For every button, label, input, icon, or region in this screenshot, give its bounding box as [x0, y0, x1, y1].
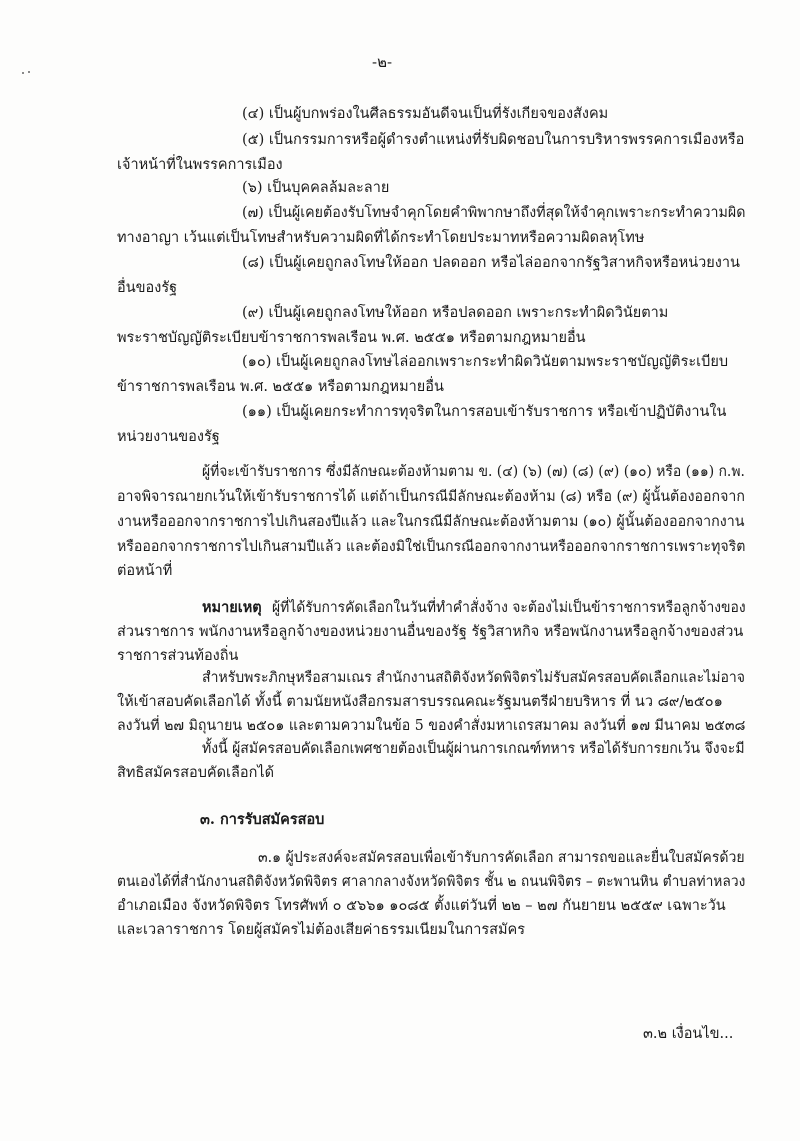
qualification-line: หน่วยงานของรัฐ: [117, 429, 220, 445]
note-line: ราชการส่วนท้องถิ่น: [117, 648, 239, 664]
scan-mark: [22, 72, 24, 74]
note-line: ผู้ที่ได้รับการคัดเลือกในวันที่ทำคำสั่งจ้าง จะต้องไม่เป็นข้าราชการหรือลูกจ้างของ: [272, 600, 746, 616]
monks-line: สำหรับพระภิกษุหรือสามเณร สำนักงานสถิติจังหวัดพิจิตรไม่รับสมัครสอบคัดเลือกและไม่อาจ: [202, 670, 746, 686]
page-number: -๒-: [372, 53, 393, 71]
section-line: ๓.๑ ผู้ประสงค์จะสมัครสอบเพื่อเข้ารับการคัดเลือก สามารถขอและยื่นใบสมัครด้วย: [258, 850, 745, 866]
qualification-line: อื่นของรัฐ: [117, 280, 178, 296]
qualification-line: ข้าราชการพลเรือน พ.ศ. ๒๕๕๑ หรือตามกฎหมายอื่น: [117, 379, 444, 395]
military-line: สิทธิสมัครสอบคัดเลือกได้: [117, 765, 275, 781]
section-line: และเวลาราชการ โดยผู้สมัครไม่ต้องเสียค่าธรรมเนียมในการสมัคร: [117, 922, 526, 938]
qualification-line: พระราชบัญญัติระเบียบข้าราชการพลเรือน พ.ศ. ๒๕๕๑ หรือตามกฎหมายอื่น: [117, 330, 586, 346]
qualification-line: (๑๐) เป็นผู้เคยถูกลงโทษไล่ออกเพราะกระทำผิดวินัยตามพระราชบัญญัติระเบียบ: [242, 354, 729, 370]
qualification-line: (๖) เป็นบุคคลล้มละลาย: [242, 180, 390, 196]
military-line: ทั้งนี้ ผู้สมัครสอบคัดเลือกเพศชายต้องเป็นผู้ผ่านการเกณฑ์ทหาร หรือได้รับการยกเว้น จึงจะมี: [202, 741, 745, 757]
next-page-cue: ๓.๒ เงื่อนไข...: [643, 1026, 734, 1042]
qualification-line: เจ้าหน้าที่ในพรรคการเมือง: [117, 157, 283, 173]
section-line: อำเภอเมือง จังหวัดพิจิตร โทรศัพท์ ๐ ๕๖๖๑ ๑๐๘๕ ตั้งแต่วันที่ ๒๒ – ๒๗ กันยายน ๒๕๕๙ เฉพาะวัน: [117, 898, 726, 914]
qualification-line: ทางอาญา เว้นแต่เป็นโทษสำหรับความผิดที่ได้กระทำโดยประมาทหรือความผิดลหุโทษ: [117, 230, 645, 246]
exemption-line: งานหรือออกจากราชการไปเกินสองปีแล้ว และในกรณีมีลักษณะต้องห้ามตาม (๑๐) ผู้นั้นต้องออกจากงาน: [117, 514, 745, 530]
section-line: ตนเองได้ที่สำนักงานสถิติจังหวัดพิจิตร ศาลากลางจังหวัดพิจิตร ชั้น ๒ ถนนพิจิตร – ตะพานหิน ตำบลท่าหลวง: [117, 874, 746, 890]
qualification-line: (๘) เป็นผู้เคยถูกลงโทษให้ออก ปลดออก หรือไล่ออกจากรัฐวิสาหกิจหรือหน่วยงาน: [242, 255, 740, 271]
exemption-line: อาจพิจารณายกเว้นให้เข้ารับราชการได้ แต่ถ้าเป็นกรณีมีลักษณะต้องห้าม (๘) หรือ (๙) ผู้นั้นต้องออกจาก: [117, 489, 745, 505]
exemption-line: ผู้ที่จะเข้ารับราชการ ซึ่งมีลักษณะต้องห้ามตาม ข. (๔) (๖) (๗) (๘) (๙) (๑๐) หรือ (๑๑) ก.พ.: [202, 464, 745, 480]
monks-line: ให้เข้าสอบคัดเลือกได้ ทั้งนี้ ตามนัยหนังสือกรมสารบรรณคณะรัฐมนตรีฝ่ายบริหาร ที่ นว ๘๙/๒๕๐๑: [117, 694, 723, 710]
qualification-line: (๕) เป็นกรรมการหรือผู้ดำรงตำแหน่งที่รับผิดชอบในการบริหารพรรคการเมืองหรือ: [242, 132, 745, 148]
scan-mark: [28, 71, 30, 73]
qualification-line: (๗) เป็นผู้เคยต้องรับโทษจำคุกโดยคำพิพากษาถึงที่สุดให้จำคุกเพราะกระทำความผิด: [242, 205, 746, 221]
exemption-line: ต่อหน้าที่: [117, 563, 173, 579]
monks-line: ลงวันที่ ๒๗ มิถุนายน ๒๕๐๑ และตามความในข้อ 5 ของคำสั่งมหาเถรสมาคม ลงวันที่ ๑๗ มีนาคม ๒๕๓๘: [117, 718, 746, 734]
qualification-line: (๑๑) เป็นผู้เคยกระทำการทุจริตในการสอบเข้ารับราชการ หรือเข้าปฏิบัติงานใน: [242, 404, 727, 420]
qualification-line: (๙) เป็นผู้เคยถูกลงโทษให้ออก หรือปลดออก เพราะกระทำผิดวินัยตาม: [242, 305, 669, 321]
section-heading: ๓. การรับสมัครสอบ: [200, 811, 325, 828]
exemption-line: หรือออกจากราชการไปเกินสามปีแล้ว และต้องมิใช่เป็นกรณีออกจากงานหรือออกจากราชการเพราะทุจริต: [117, 539, 746, 555]
qualification-line: (๔) เป็นผู้บกพร่องในศีลธรรมอันดีจนเป็นที่รังเกียจของสังคม: [242, 106, 609, 122]
note-line: ส่วนราชการ พนักงานหรือลูกจ้างของหน่วยงานอื่นของรัฐ รัฐวิสาหกิจ หรือพนักงานหรือลูกจ้างของส่วน: [117, 624, 744, 640]
note-label: หมายเหตุ: [202, 599, 262, 616]
